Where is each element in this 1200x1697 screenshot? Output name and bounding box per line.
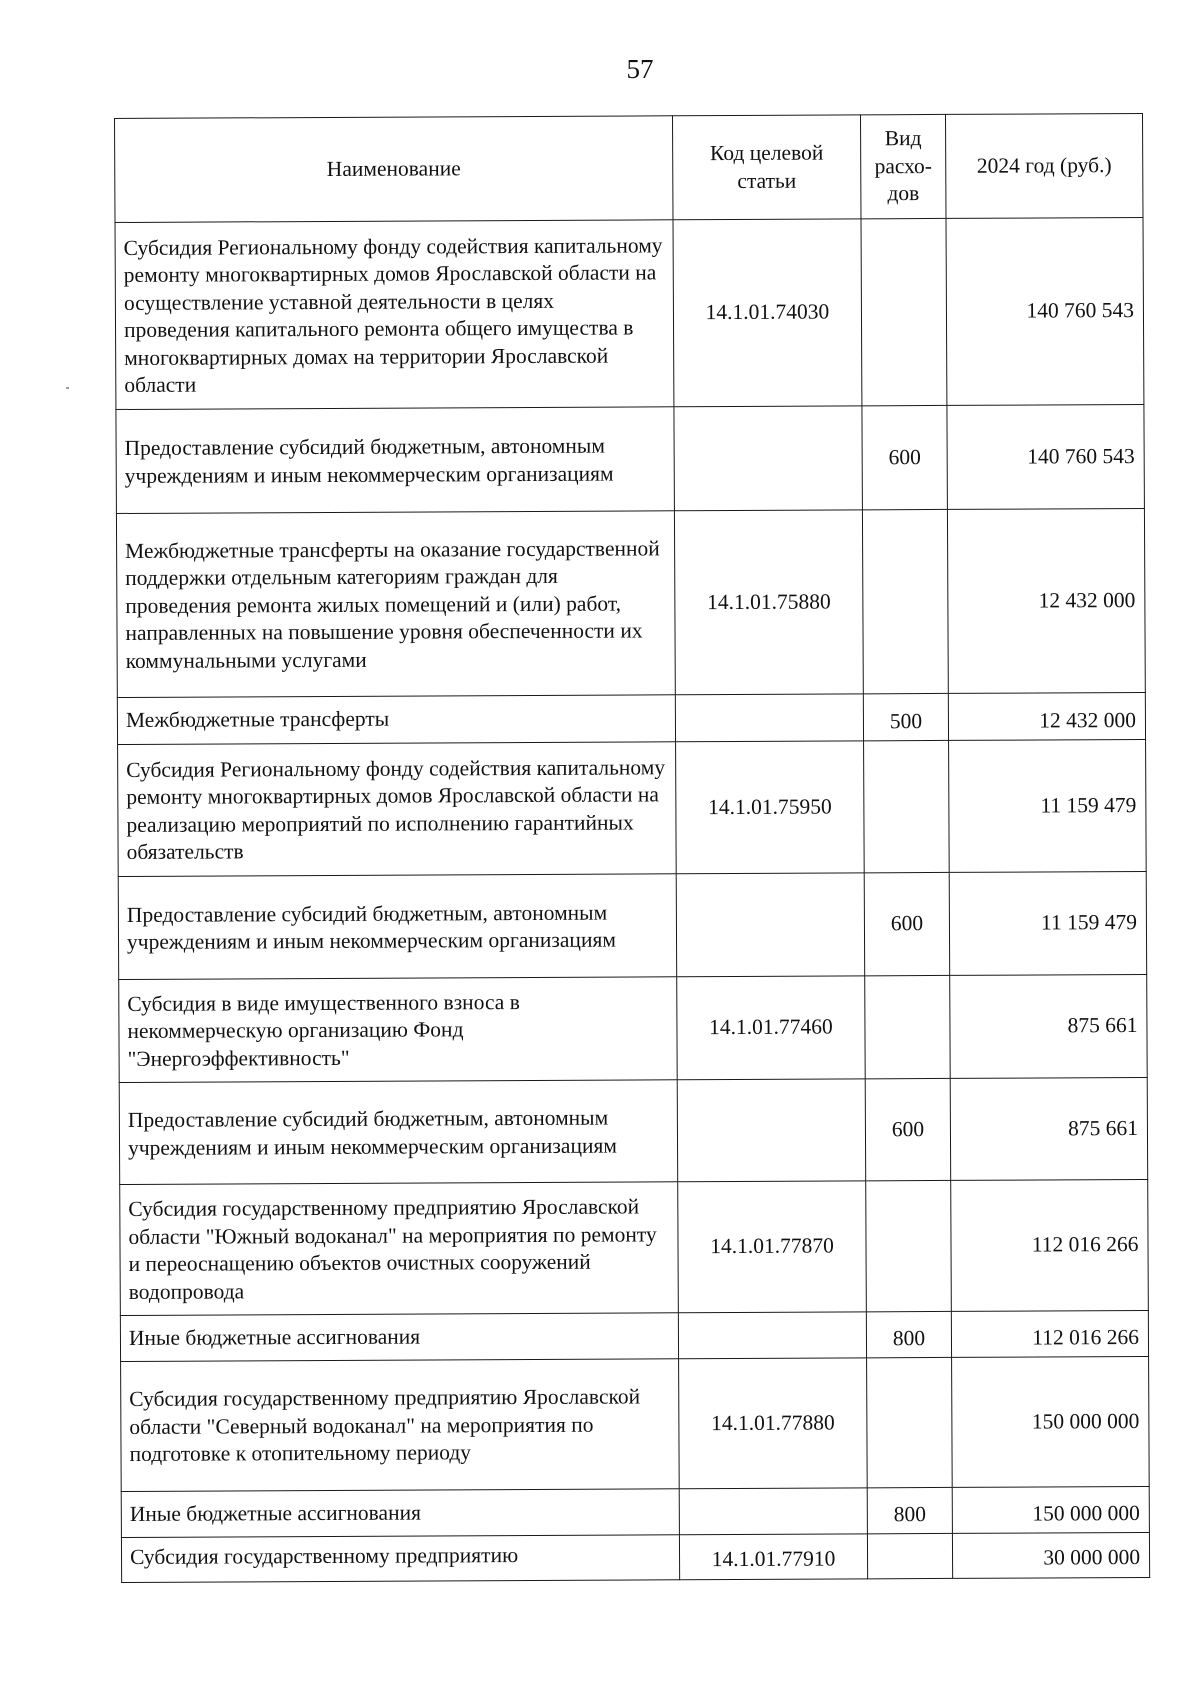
table-row [118, 739, 1147, 876]
row-type: 800 [866, 1311, 951, 1357]
row-amount: 11 159 479 [949, 739, 1147, 872]
row-code: 14.1.01.75950 [676, 741, 865, 874]
row-code [679, 1488, 867, 1535]
row-type: 600 [864, 872, 950, 975]
table-row [118, 871, 1146, 979]
page-number: 57 [626, 54, 654, 84]
table-row [121, 1356, 1150, 1491]
row-type: 600 [862, 405, 948, 509]
row-name: Иные бюджетные ассигнования [120, 1313, 678, 1362]
row-name: Субсидия государственному предприятию Ярославской области "Южный водоканал" на мероприятия по ремонту и переоснащению объектов очистных сооружений водопровода [120, 1182, 679, 1316]
row-amount: 150 000 000 [952, 1486, 1149, 1533]
header-code: Код целевой статьи [672, 115, 861, 220]
table-row [116, 404, 1144, 513]
table-row [120, 1310, 1148, 1361]
row-type [867, 1533, 952, 1578]
row-name: Иные бюджетные ассигнования [121, 1489, 679, 1538]
row-type [861, 218, 947, 405]
row-type [867, 1357, 953, 1487]
table-header-row [115, 113, 1143, 222]
row-code [678, 1312, 866, 1359]
row-code [675, 694, 863, 742]
row-name: Предоставление субсидий бюджетным, автономным учреждениям и иным некоммерческим организациям [119, 1080, 677, 1185]
row-amount: 12 432 000 [947, 508, 1145, 693]
row-type [862, 509, 948, 693]
row-amount: 30 000 000 [952, 1532, 1149, 1578]
row-code [677, 1079, 865, 1182]
row-code [676, 873, 865, 977]
row-name: Субсидия Региональному фонду содействия капитальному ремонту многоквартирных домов Ярославской области на осуществление уставной деятельности в целях проведения капитального ремонта общего имущества в многоквартирных домах на территории Ярославской области [115, 220, 674, 410]
row-amount: 112 016 266 [951, 1179, 1149, 1311]
header-type: Вид расхо-дов [860, 114, 946, 218]
row-code [674, 406, 863, 511]
table-row [116, 508, 1145, 697]
row-name: Субсидия государственному предприятию [121, 1535, 679, 1583]
table-row [121, 1486, 1149, 1537]
row-name: Межбюджетные трансферты на оказание государственной поддержки отдельным категориям граждан для проведения ремонта жилых помещений и (или) работ, направленных на повышение уровня обеспеченности их коммунальными услугами [116, 511, 675, 698]
row-type [864, 740, 950, 872]
table-row [115, 217, 1144, 409]
row-code: 14.1.01.77910 [679, 1534, 867, 1580]
row-name: Субсидия Региональному фонду содействия капитальному ремонту многоквартирных домов Ярославской области на реализацию мероприятий по исполнению гарантийных обязательств [118, 742, 677, 877]
budget-table [114, 113, 1150, 1583]
row-type [866, 1180, 952, 1311]
table-row [119, 1077, 1147, 1184]
header-name: Наименование [115, 116, 674, 223]
row-name: Субсидия в виде имущественного взноса в некоммерческую организацию Фонд "Энергоэффективность" [119, 977, 677, 1083]
row-amount: 875 661 [950, 974, 1148, 1078]
row-amount: 12 432 000 [948, 692, 1145, 740]
row-amount: 875 661 [950, 1077, 1147, 1180]
row-name: Межбюджетные трансферты [117, 695, 675, 745]
row-code: 14.1.01.75880 [674, 510, 863, 695]
row-type: 800 [867, 1487, 952, 1533]
row-name: Предоставление субсидий бюджетным, автономным учреждениям и иным некоммерческим организациям [118, 874, 676, 980]
row-type: 600 [865, 1078, 950, 1180]
row-code: 14.1.01.77460 [677, 976, 866, 1080]
table-row [119, 974, 1147, 1082]
header-amount: 2024 год (руб.) [945, 113, 1143, 218]
row-amount: 150 000 000 [952, 1356, 1150, 1487]
table-row [121, 1532, 1149, 1582]
row-amount: 140 760 543 [946, 217, 1144, 405]
row-amount: 112 016 266 [951, 1310, 1148, 1357]
table-row [117, 692, 1145, 744]
row-name: Предоставление субсидий бюджетным, автономным учреждениям и иным некоммерческим организациям [116, 407, 675, 514]
row-type: 500 [863, 693, 948, 740]
scan-artifact [66, 387, 69, 389]
row-code: 14.1.01.77880 [679, 1358, 868, 1489]
table-row [120, 1179, 1149, 1315]
row-amount: 140 760 543 [947, 404, 1145, 509]
row-code: 14.1.01.77870 [678, 1181, 867, 1313]
row-amount: 11 159 479 [949, 871, 1147, 975]
row-name: Субсидия государственному предприятию Ярославской области "Северный водоканал" на мероприятия по подготовке к отопительному периоду [121, 1359, 680, 1492]
row-type [865, 975, 951, 1078]
row-code: 14.1.01.74030 [673, 219, 862, 407]
